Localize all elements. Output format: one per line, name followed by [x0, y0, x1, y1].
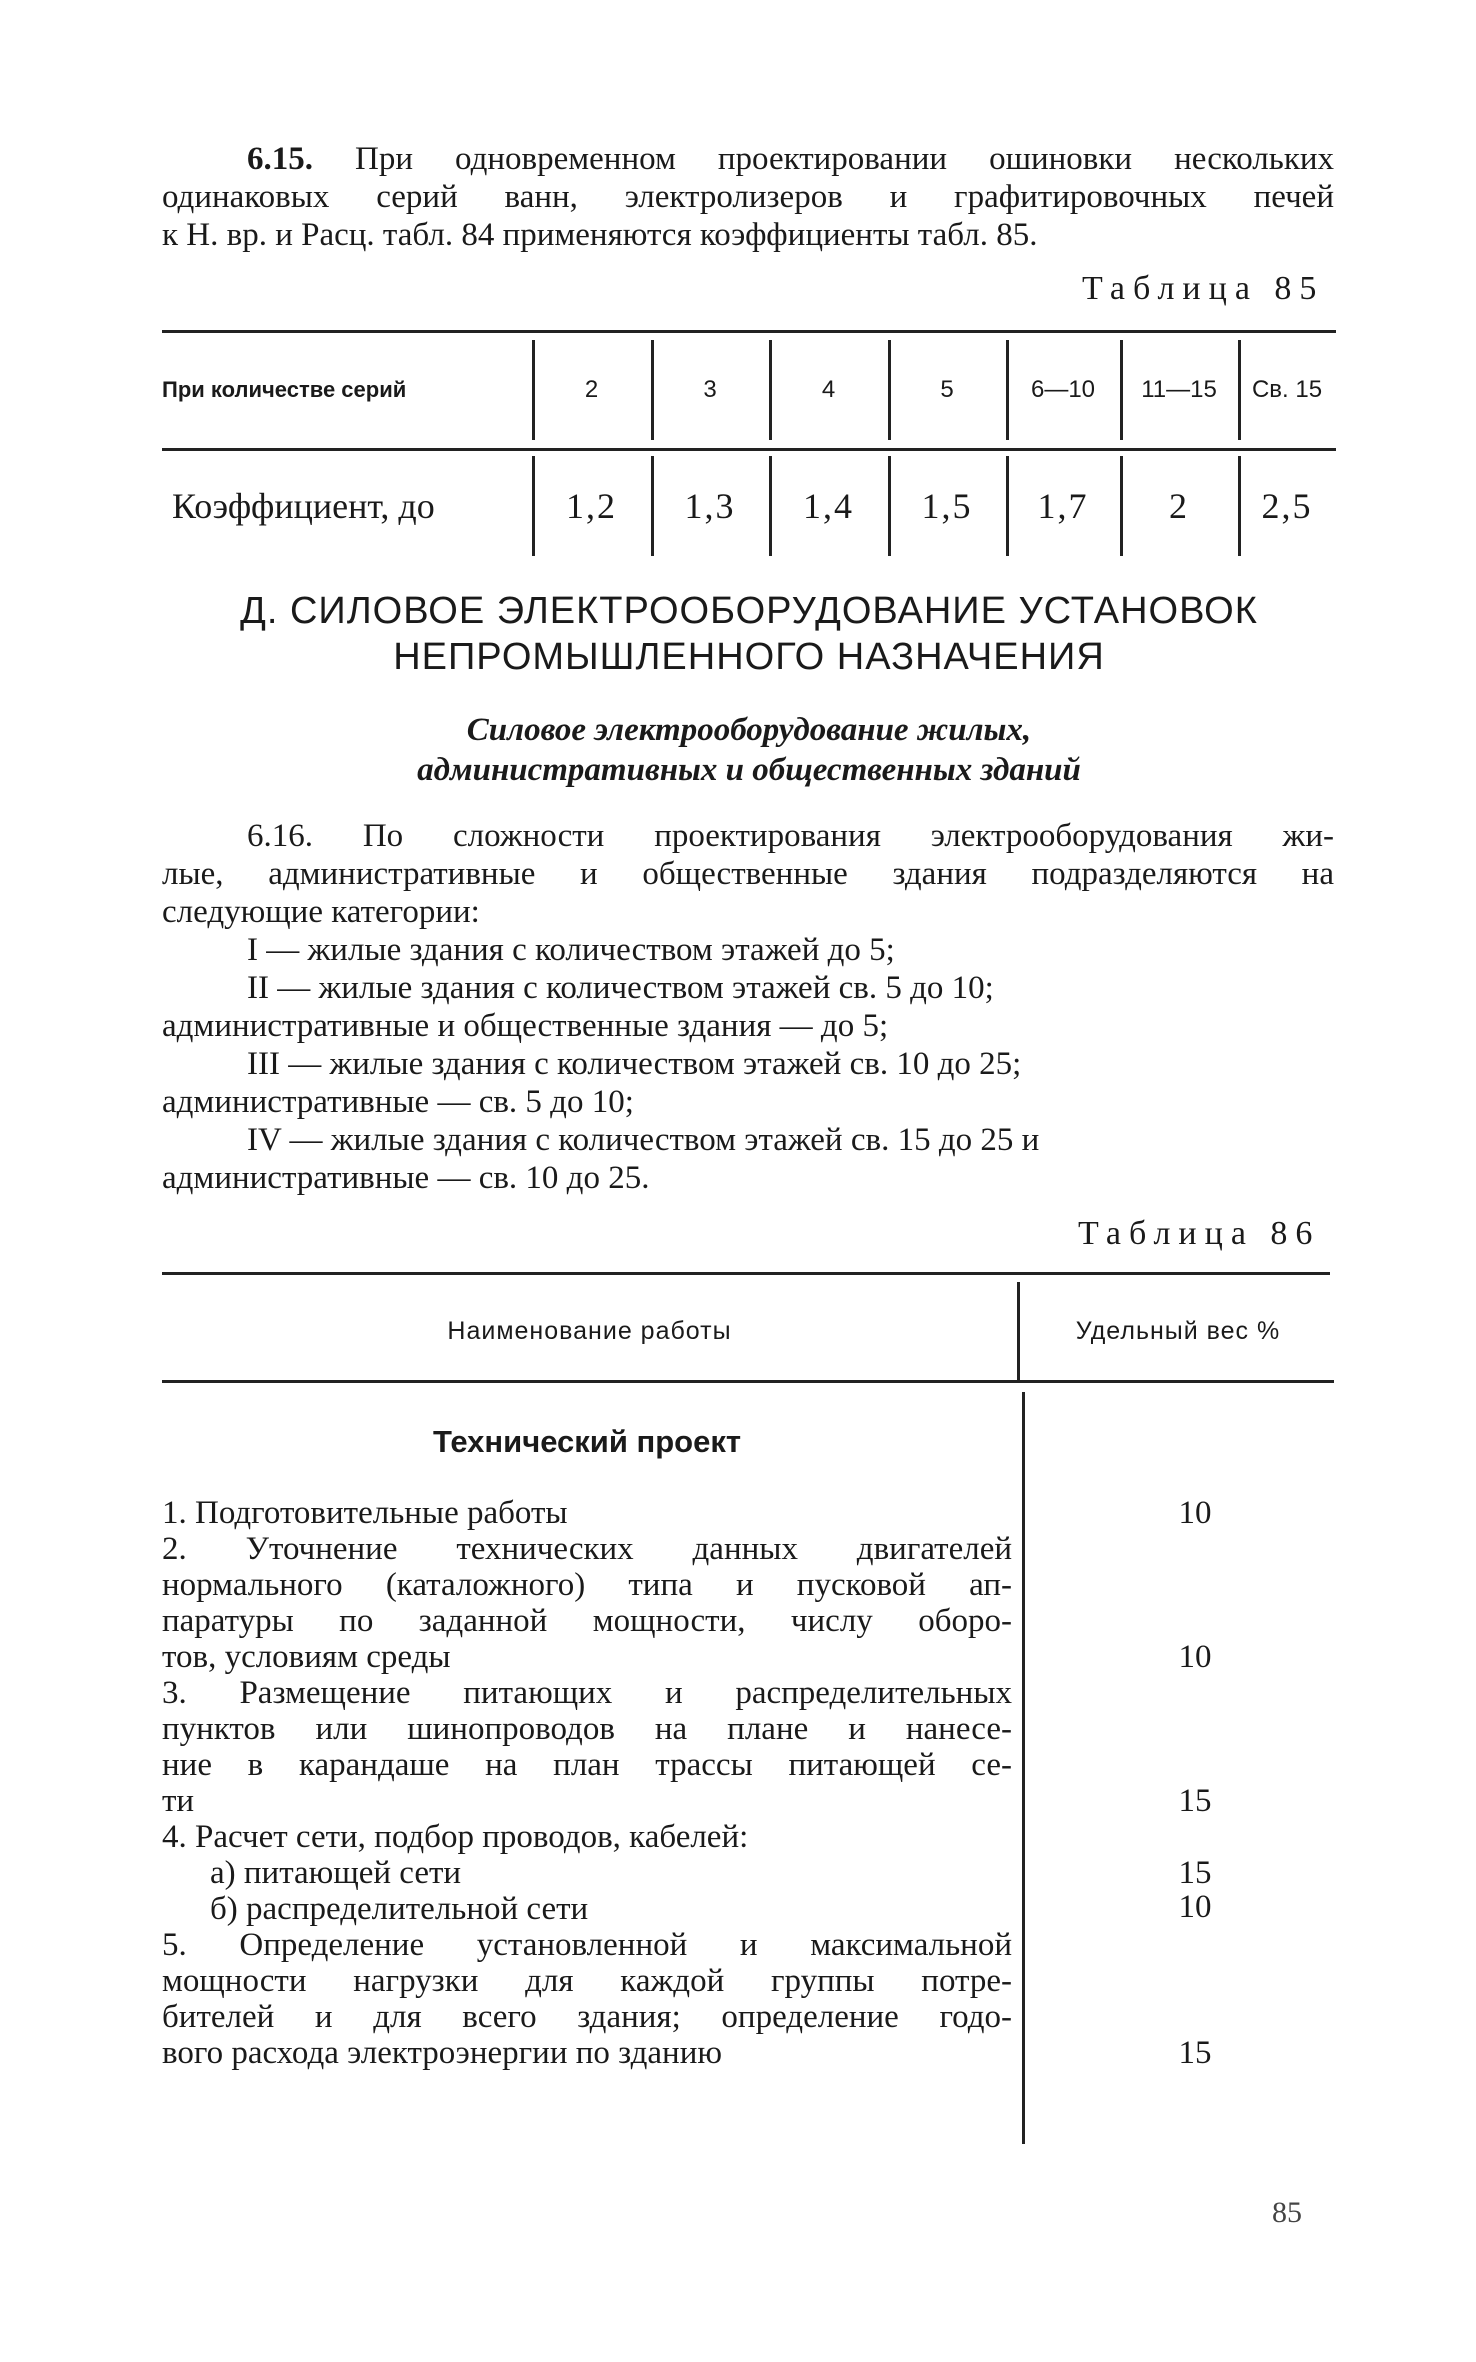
table-85-row-label: Коэффициент, до — [172, 486, 435, 526]
work-item-5: 5. Определение установленной и максимальной — [162, 1927, 1012, 1963]
table-86-column-divider-body — [1022, 1392, 1025, 2144]
weight-value-2: 10 — [1178, 1639, 1212, 1675]
paragraph-number: 6.15. — [247, 141, 313, 177]
category-2-cont: административные и общественные здания — до 5; — [162, 1008, 889, 1044]
work-item-3-cont: ти — [162, 1783, 195, 1819]
subheading-line-2: административных и общественных зданий — [417, 752, 1081, 788]
table-85-header-label: При количестве серий — [162, 377, 407, 402]
text: При одновременном проектировании ошиновки нескольких — [355, 141, 1335, 177]
table-85-header-cell: 3 — [703, 376, 717, 403]
weight-value-5: 15 — [1178, 2035, 1212, 2071]
work-item-4a: а) питающей сети — [210, 1855, 462, 1891]
table-85-title: Таблица 85 — [1082, 270, 1325, 307]
work-item-2: 2. Уточнение технических данных двигателей — [162, 1531, 1012, 1567]
table-85-mid-rule — [162, 448, 1336, 451]
table-85-value-cell: 2 — [1169, 486, 1189, 526]
table-85-value-cell: 1,3 — [684, 486, 736, 526]
table-85-top-rule — [162, 330, 1336, 333]
category-3-cont: административные — св. 5 до 10; — [162, 1084, 634, 1120]
paragraph-6-15 — [162, 140, 1334, 254]
paragraph-6-15-line-1 — [162, 140, 1334, 178]
work-item-4b: б) распределительной сети — [210, 1891, 589, 1927]
table-86-section-title: Технический проект — [432, 1424, 742, 1459]
work-item-5-cont: бителей и для всего здания; определение годо- — [162, 1999, 1012, 2035]
table-86-column-divider-header — [1017, 1282, 1020, 1380]
work-item-2-cont: тов, условиям среды — [162, 1639, 451, 1675]
table-85-header-cell: 11—15 — [1141, 376, 1217, 403]
category-3: III — жилые здания с количеством этажей св. 10 до 25; — [247, 1046, 1022, 1082]
table-86-header-rule — [162, 1380, 1334, 1383]
table-85-value-cell: 2,5 — [1261, 486, 1313, 526]
work-item-1: 1. Подготовительные работы — [162, 1495, 568, 1531]
paragraph-6-16 — [162, 817, 1334, 1197]
table-86-col1-header: Наименование работы — [447, 1316, 732, 1345]
work-item-3-cont: пунктов или шинопроводов на плане и нанесе- — [162, 1711, 1012, 1747]
paragraph-6-15-line-3: к Н. вр. и Расц. табл. 84 применяются коэффициенты табл. 85. — [162, 217, 1038, 253]
table-86-body — [162, 1495, 1012, 2071]
section-heading-line-1: Д. СИЛОВОЕ ЭЛЕКТРООБОРУДОВАНИЕ УСТАНОВОК — [240, 590, 1258, 632]
subheading-line-1: Силовое электрооборудование жилых, — [466, 712, 1032, 748]
category-2: II — жилые здания с количеством этажей св. 5 до 10; — [247, 970, 994, 1006]
table-85-value-cell: 1,4 — [803, 486, 854, 526]
table-85-value-cell: 1,5 — [921, 486, 973, 526]
table-85-header-cell: 6—10 — [1030, 376, 1096, 403]
work-item-2-cont: нормального (каталожного) типа и пусковой ап- — [162, 1567, 1012, 1603]
work-item-5-cont: вого расхода электроэнергии по зданию — [162, 2035, 723, 2071]
work-item-2-cont: паратуры по заданной мощности, числу оборо- — [162, 1603, 1012, 1639]
table-86-title: Таблица 86 — [1078, 1215, 1321, 1252]
table-85-header-cell: 5 — [940, 376, 954, 403]
table-85-header-cell: 4 — [821, 376, 836, 403]
work-item-5-cont: мощности нагрузки для каждой группы потре- — [162, 1963, 1012, 1999]
category-1: I — жилые здания с количеством этажей до 5; — [247, 932, 895, 968]
table-85-header-cell: Св. 15 — [1251, 376, 1323, 403]
work-item-4: 4. Расчет сети, подбор проводов, кабелей: — [162, 1819, 749, 1855]
table-86-top-rule — [162, 1272, 1330, 1275]
weight-value-4a: 15 — [1178, 1855, 1212, 1891]
weight-value-4b: 10 — [1178, 1889, 1212, 1925]
category-4-cont: административные — св. 10 до 25. — [162, 1160, 650, 1196]
section-heading-line-2: НЕПРОМЫШЛЕННОГО НАЗНАЧЕНИЯ — [393, 636, 1105, 678]
category-4: IV — жилые здания с количеством этажей св. 15 до 25 и — [247, 1122, 1040, 1158]
weight-value-1: 10 — [1178, 1495, 1212, 1531]
table-86-col2-header: Удельный вес % — [1075, 1316, 1281, 1345]
paragraph-6-16-line-1: 6.16. По сложности проектирования электрооборудования жи- — [247, 818, 1334, 854]
page-number: 85 — [1272, 2196, 1302, 2229]
section-heading — [162, 588, 1336, 680]
paragraph-6-15-line-2: одинаковых серий ванн, электролизеров и графитировочных печей — [162, 179, 1334, 215]
table-85-header-cell: 2 — [584, 376, 599, 403]
work-item-3-cont: ние в карандаше на план трассы питающей се- — [162, 1747, 1012, 1783]
table-85-value-cell: 1,2 — [566, 486, 617, 526]
weight-value-3: 15 — [1178, 1783, 1212, 1819]
table-85-value-cell: 1,7 — [1037, 486, 1089, 526]
work-item-3: 3. Размещение питающих и распределительных — [162, 1675, 1012, 1711]
paragraph-6-16-line-3: следующие категории: — [162, 894, 480, 930]
paragraph-6-16-line-2: лые, административные и общественные здания подразделяются на — [162, 856, 1334, 892]
section-subheading — [162, 710, 1336, 790]
